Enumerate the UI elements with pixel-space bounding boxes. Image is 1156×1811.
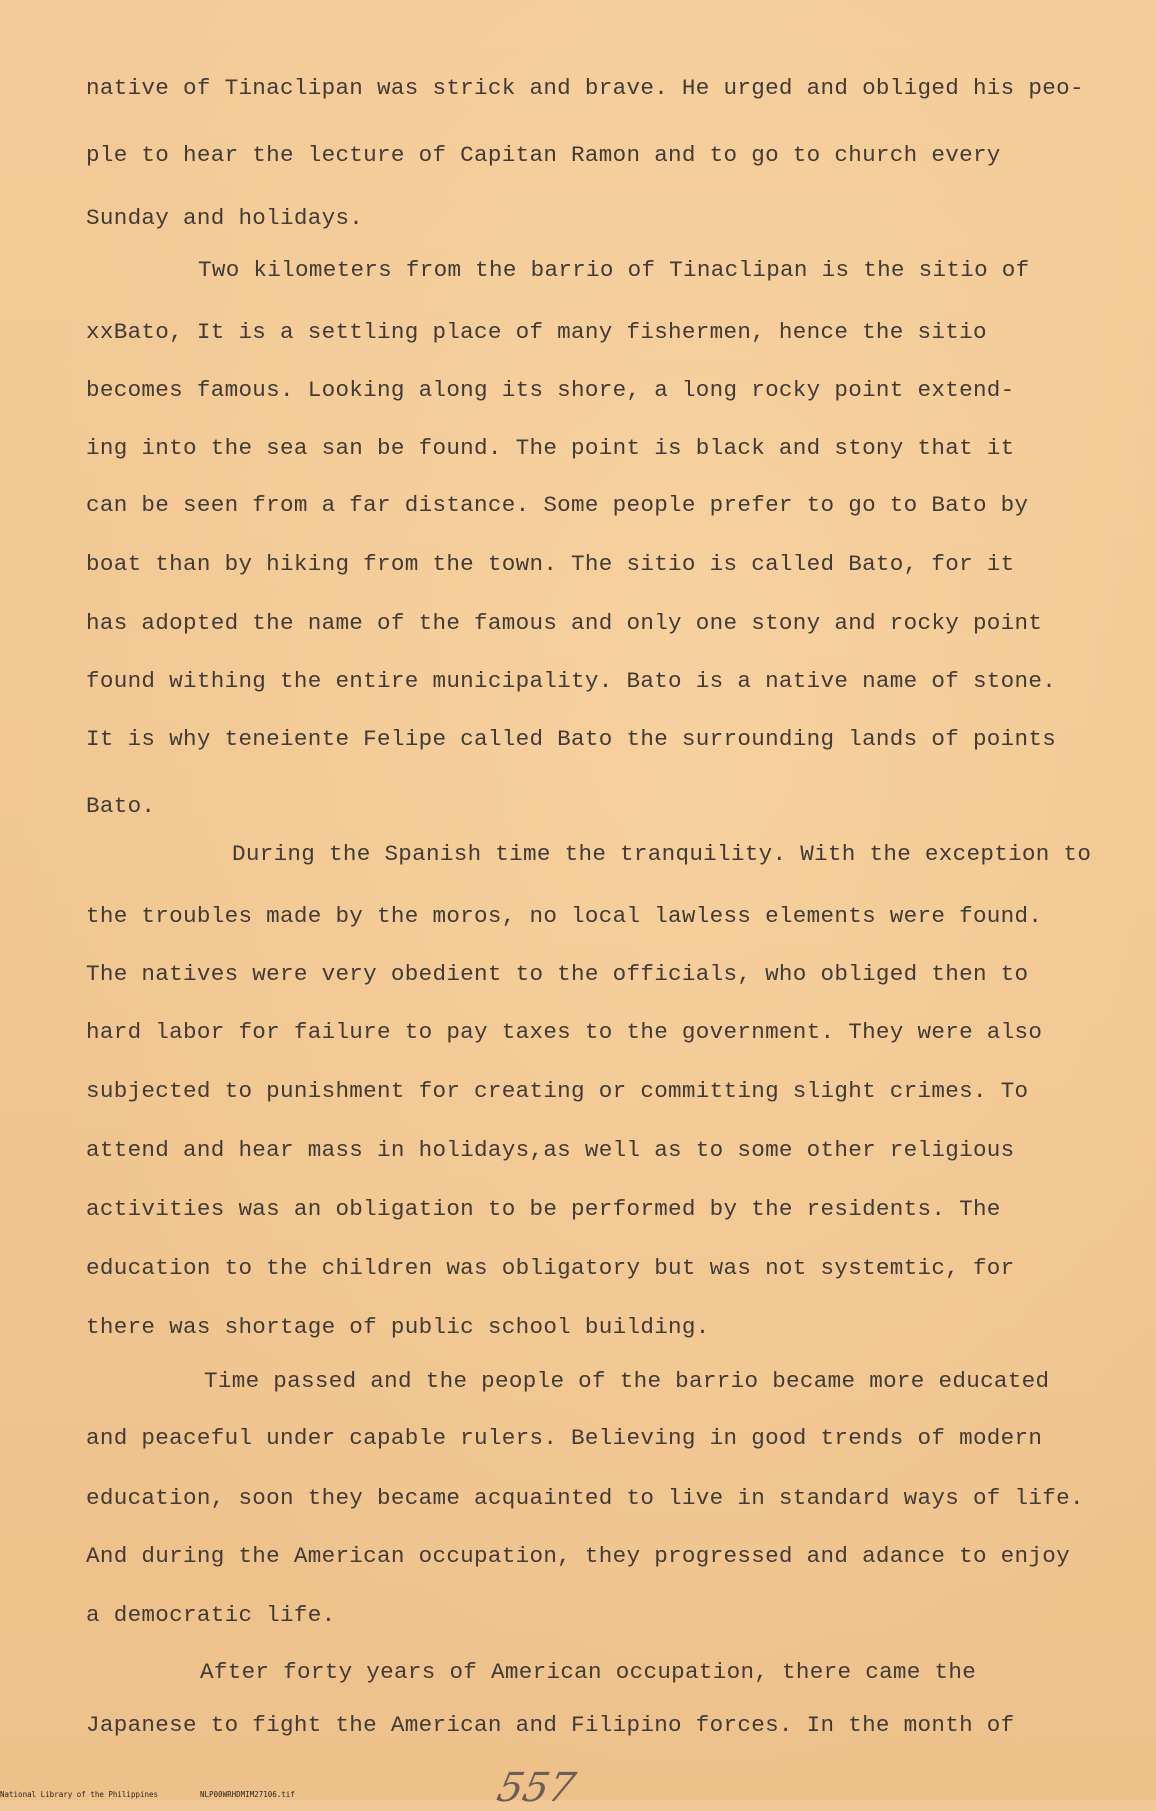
text-line: there was shortage of public school building. bbox=[86, 1314, 710, 1340]
text-line: has adopted the name of the famous and only one stony and rocky point bbox=[86, 610, 1043, 636]
text-line: Time passed and the people of the barrio became more educated bbox=[204, 1368, 1050, 1394]
text-line: After forty years of American occupation, there came the bbox=[200, 1659, 977, 1685]
text-line: can be seen from a far distance. Some people prefer to go to Bato by bbox=[86, 492, 1029, 518]
text-line: native of Tinaclipan was strick and brave. He urged and obliged his peo- bbox=[86, 75, 1084, 101]
text-line: Two kilometers from the barrio of Tinaclipan is the sitio of bbox=[198, 257, 1030, 283]
text-line: the troubles made by the moros, no local lawless elements were found. bbox=[86, 903, 1043, 929]
text-line: boat than by hiking from the town. The sitio is called Bato, for it bbox=[86, 551, 1015, 577]
text-line: subjected to punishment for creating or committing slight crimes. To bbox=[86, 1078, 1029, 1104]
text-line: found withing the entire municipality. Bato is a native name of stone. bbox=[86, 668, 1057, 694]
text-line: activities was an obligation to be performed by the residents. The bbox=[86, 1196, 1001, 1222]
text-line: Sunday and holidays. bbox=[86, 205, 364, 231]
text-line: Bato. bbox=[86, 793, 156, 819]
text-line: a democratic life. bbox=[86, 1602, 336, 1628]
text-line: hard labor for failure to pay taxes to the government. They were also bbox=[86, 1019, 1043, 1045]
text-line: It is why teneiente Felipe called Bato the surrounding lands of points bbox=[86, 726, 1057, 752]
text-line: ing into the sea san be found. The point is black and stony that it bbox=[86, 435, 1015, 461]
handwritten-page-number: 557 bbox=[493, 1765, 580, 1811]
text-line: And during the American occupation, they progressed and adance to enjoy bbox=[86, 1543, 1070, 1569]
text-line: attend and hear mass in holidays,as well as to some other religious bbox=[86, 1137, 1015, 1163]
text-line: becomes famous. Looking along its shore, a long rocky point extend- bbox=[86, 377, 1015, 403]
text-line: Japanese to fight the American and Filipino forces. In the month of bbox=[86, 1712, 1015, 1738]
text-line: education, soon they became acquainted to live in standard ways of life. bbox=[86, 1485, 1084, 1511]
text-line: ple to hear the lecture of Capitan Ramon and to go to church every bbox=[86, 142, 1001, 168]
text-line: and peaceful under capable rulers. Believing in good trends of modern bbox=[86, 1425, 1043, 1451]
text-line: During the Spanish time the tranquility. With the exception to bbox=[232, 841, 1092, 867]
text-line: xxBato, It is a settling place of many fishermen, hence the sitio bbox=[86, 319, 987, 345]
text-line: education to the children was obligatory but was not systemtic, for bbox=[86, 1255, 1015, 1281]
text-line: The natives were very obedient to the officials, who obliged then to bbox=[86, 961, 1029, 987]
footer-library: National Library of the Philippines bbox=[0, 1790, 159, 1799]
footer-filename: NLP00WRHDMIM27106.tif bbox=[200, 1790, 295, 1799]
